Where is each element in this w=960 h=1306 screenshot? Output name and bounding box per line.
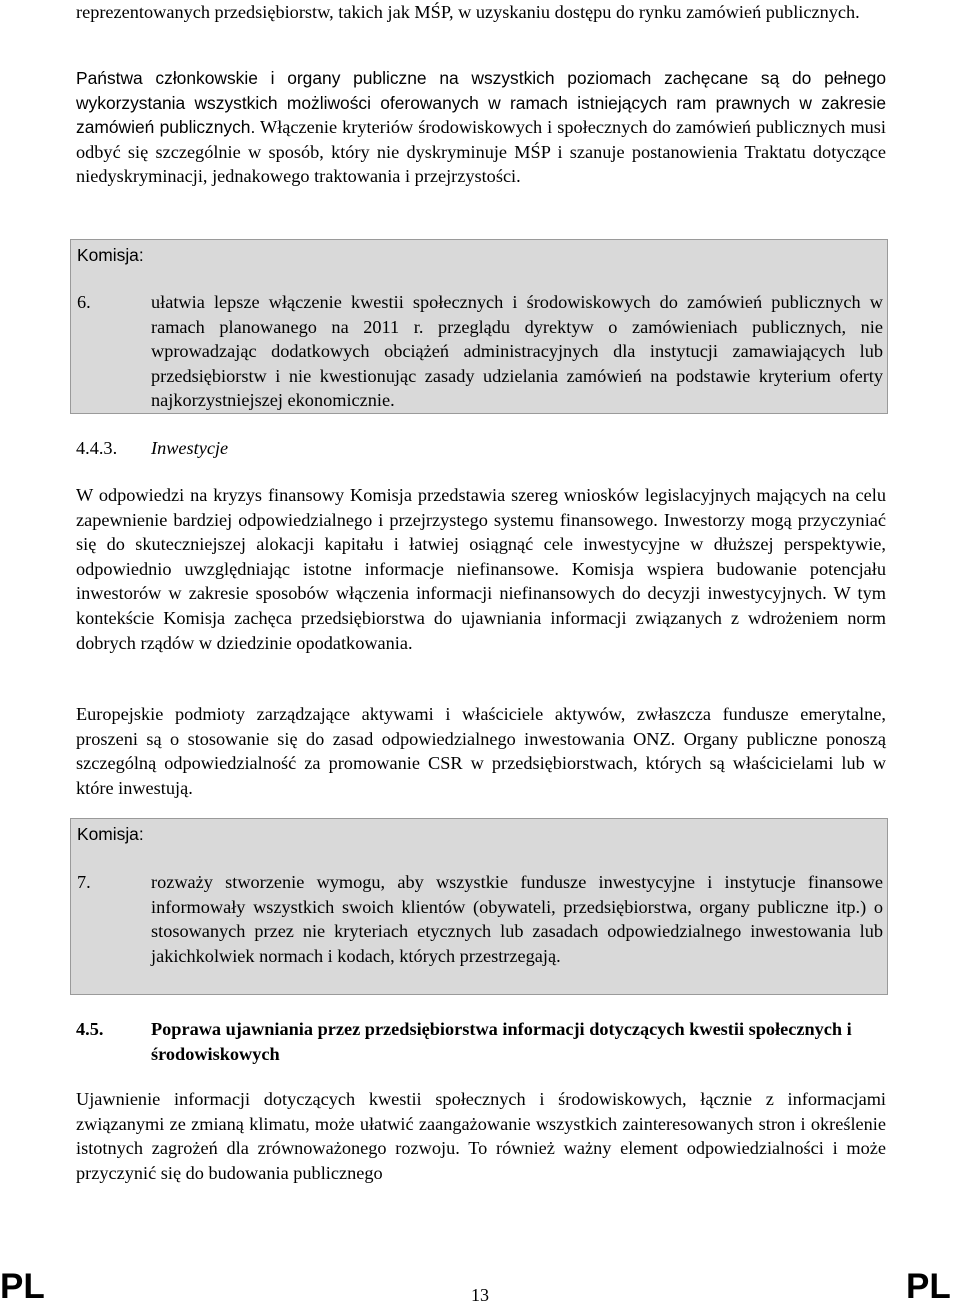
commission-label: Komisja: xyxy=(77,245,144,265)
commission-item-text: rozważy stworzenie wymogu, aby wszystkie fundusze inwestycyjne i instytucje finansowe informowały wszystkich swoich klientów (obywateli, przedsiębiorstwa, organy publiczne itp.) o stosowanych przez nie kryteriach etycznych lub zasadach odpowiedzialnego inwestowania lub jakichkolwiek normach i kodach, których przestrzegają. xyxy=(151,872,883,966)
paragraph-member-states xyxy=(76,66,886,189)
section-title: Poprawa ujawniania przez przedsiębiorstwa informacji dotyczących kwestii społecznych i środowiskowych xyxy=(151,1019,852,1064)
paragraph-disclosure: Ujawnienie informacji dotyczących kwestii społecznych i środowiskowych, łącznie z informacjami związanymi ze zmianą klimatu, może ułatwić zaangażowanie wszystkich zainteresowanych stron i określenie istotnych zagrożeń dla zrównoważonego rozwoju. To również ważny element odpowiedzialności i może przyczynić się do budowania publicznego xyxy=(76,1089,886,1183)
footer-language-left: PL xyxy=(0,1267,45,1306)
paragraph-investments-2: Europejskie podmioty zarządzające aktywami i właściciele aktywów, zwłaszcza fundusze emerytalne, proszeni są o stosowanie się do zasad odpowiedzialnego inwestowania ONZ. Organy publiczne ponoszą szczególną odpowiedzialność za promowanie CSR w przedsiębiorstwach, których są właścicielami lub w które inwestują. xyxy=(76,704,886,798)
commission-item-text: ułatwia lepsze włączenie kwestii społecznych i środowiskowych do zamówień publicznych w ramach planowanego na 2011 r. przeglądu dyrektyw o zamówieniach publicznych, nie wprowadzając dodatkowych obciążeń administracyjnych dla instytucji zamawiających lub przedsiębiorstw i nie kwestionując zasady udzielania zamówień na podstawie kryterium oferty najkorzystniejszej ekonomicznie. xyxy=(151,292,883,411)
paragraph-member-states-sans: Państwa członkowskie i organy publiczne na wszystkich poziomach zachęcane są do pełnego wykorzystania wszystkich możliwości oferowanych w ramach istniejących ram prawnych w zakresie zamówień publicznych. xyxy=(76,68,886,138)
page-number: 13 xyxy=(471,1285,489,1305)
section-number: 4.4.3. xyxy=(76,438,118,458)
commission-label: Komisja: xyxy=(77,824,144,844)
paragraph-member-states-serif: Włączenie kryteriów środowiskowych i społecznych do zamówień publicznych musi odbyć się szczególnie w sposób, który nie dyskryminuje MŚP i szanuje postanowienia Traktatu dotyczące niedyskryminacji, jednakowego traktowania i przejrzystości. xyxy=(76,117,886,187)
section-number: 4.5. xyxy=(76,1019,104,1039)
footer-language-right: PL xyxy=(906,1267,951,1306)
paragraph-investments-1: W odpowiedzi na kryzys finansowy Komisja przedstawia szereg wniosków legislacyjnych mających na celu zapewnienie bardziej odpowiedzialnego i przejrzystego systemu finansowego. Inwestorzy mogą przyczyniać się do skuteczniejszej alokacji kapitału i łatwiej osiągnąć cele inwestycyjne w dłuższej perspektywie, odpowiednio uwzględniając istotne informacje niefinansowe. Komisja wspiera budowanie potencjału inwestorów w zakresie sposobów włączenia informacji niefinansowych do decyzji inwestycyjnych. W tym kontekście Komisja zachęca przedsiębiorstwa do ujawniania informacji związanych z wdrożeniem norm dobrych rządów w dziedzinie opodatkowania. xyxy=(76,485,886,653)
commission-item-number: 6. xyxy=(77,292,91,312)
commission-item-number: 7. xyxy=(77,872,91,892)
paragraph-top: reprezentowanych przedsiębiorstw, takich jak MŚP, w uzyskaniu dostępu do rynku zamówień publicznych. xyxy=(76,2,860,22)
commission-box-1 xyxy=(70,239,888,414)
commission-box-2 xyxy=(70,818,888,995)
section-title: Inwestycje xyxy=(151,438,229,458)
